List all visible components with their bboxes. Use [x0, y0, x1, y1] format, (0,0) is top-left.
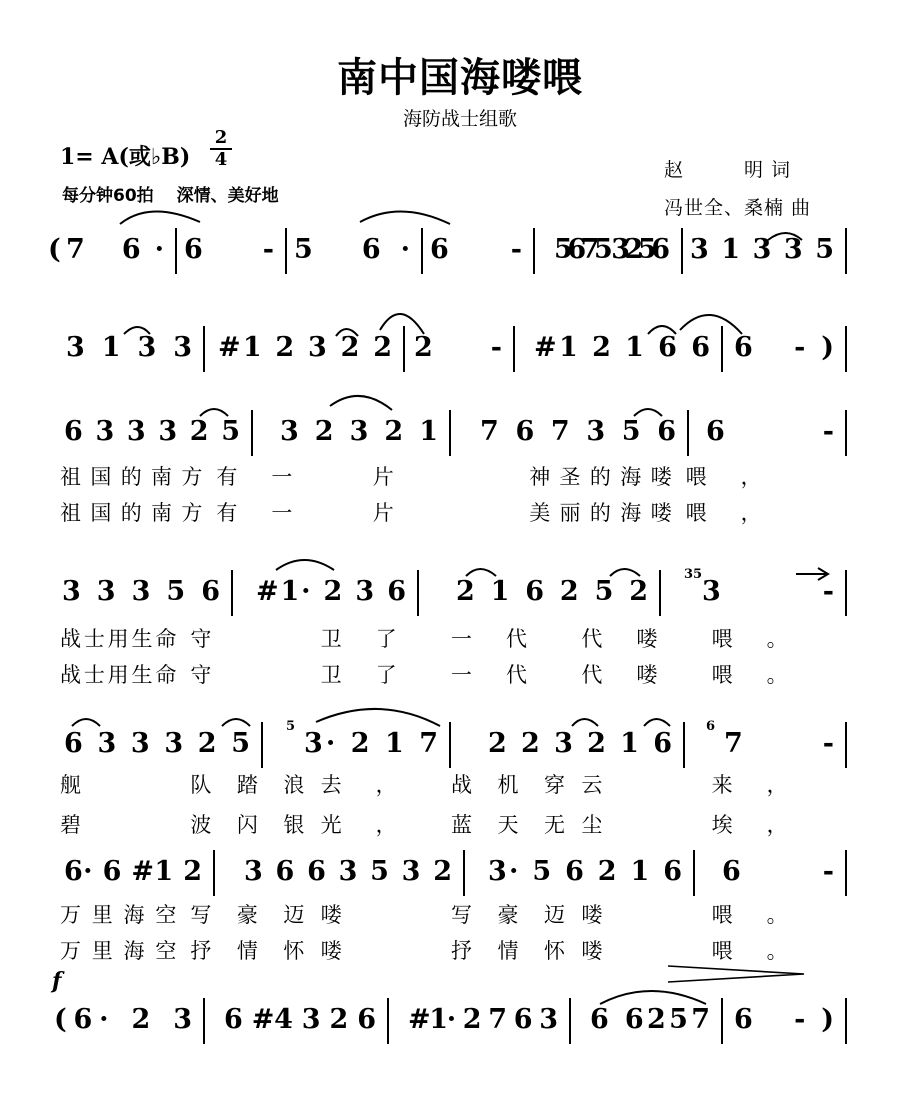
bar-notes: #1· 2 3 6 — [256, 576, 406, 607]
lyric-segment: 战士用生命 — [60, 663, 177, 687]
bar-notes: 7 - — [724, 728, 834, 759]
grace-note: 6 — [706, 719, 716, 734]
bar-notes: 6· 6 #1 2 — [64, 856, 202, 887]
slur — [72, 719, 100, 726]
bar-notes: 6 3 3 3 2 5 — [64, 728, 250, 759]
lyric-segment: 一代 — [451, 627, 527, 651]
bar-notes: 3 2 3 2 1 — [280, 416, 438, 447]
bar-notes: 6 -) — [734, 332, 834, 363]
composer-credit: 冯世全、桑楠 曲 — [664, 197, 812, 219]
lyric-segment: 卫了 — [320, 627, 397, 651]
slur — [200, 409, 228, 416]
lyric-segment: 卫了 — [320, 663, 397, 687]
slur — [572, 719, 598, 726]
slur — [380, 314, 424, 334]
lyric-segment: 有一 — [216, 465, 293, 489]
bar-notes: 6 - — [706, 416, 834, 447]
song-title: 南中国海喽喂 — [337, 55, 583, 101]
lyric-segment: 埃， — [711, 813, 788, 837]
lyric-segment: 守 — [190, 627, 212, 651]
decrescendo — [668, 966, 804, 982]
lyric-segment: 守 — [190, 663, 212, 687]
lyric-segment: 写豪迈 — [451, 903, 565, 927]
lyric-segment: 喂。 — [711, 939, 788, 963]
lyric-segment: 喂。 — [711, 903, 788, 927]
lyric-segment: 喂， — [685, 465, 762, 489]
key-signature: 1= A(或♭B) — [60, 144, 191, 170]
bar-notes: 3 - — [702, 576, 834, 607]
lyric-segment: 喽 — [320, 903, 342, 927]
bar-notes: (6· 2 3 — [54, 1004, 192, 1035]
bar-notes: 6 - — [722, 856, 834, 887]
lyric-segment: 万里海空 — [60, 939, 177, 963]
lyric-segment: 光， — [320, 813, 397, 837]
lyric-segment: 喂。 — [711, 663, 788, 687]
meter-top: 2 — [214, 127, 228, 148]
bar-notes: 5 6· — [294, 234, 410, 265]
lyricist-credit: 赵 明 词 — [664, 159, 792, 181]
slur — [644, 719, 670, 726]
bar-notes: 2 2 3 2 1 6 — [488, 728, 672, 759]
lyric-segment: 美丽的海喽 — [529, 501, 672, 525]
lyric-segment: 队踏浪 — [190, 773, 305, 797]
tempo-marking: 每分钟60拍 深情、美好地 — [62, 186, 279, 206]
bar-notes: 6 - — [184, 234, 274, 265]
bar-notes: 5675 3256 — [554, 234, 670, 265]
bar-notes: 3 3 3 5 6 — [62, 576, 220, 607]
slur — [600, 991, 706, 1004]
lyric-segment: 片 — [372, 501, 394, 525]
bar-notes: 2 1 6 2 5 2 — [456, 576, 648, 607]
lyric-segment: 去， — [320, 773, 397, 797]
bar-notes: 3 1 3 3 5 — [690, 234, 834, 265]
slur — [120, 211, 200, 224]
lyric-segment: 尘 — [581, 813, 603, 837]
slur — [316, 709, 440, 726]
lyric-segment: 代喽 — [581, 627, 658, 651]
lyric-segment: 有一 — [216, 501, 293, 525]
bar-notes: 3· 5 6 2 1 6 — [488, 856, 682, 887]
lyric-segment: 云 — [581, 773, 603, 797]
lyric-segment: 波闪银 — [190, 813, 305, 837]
lyric-segment: 神圣的海喽 — [529, 465, 672, 489]
bar-notes: 3· 2 1 7 — [304, 728, 438, 759]
lyric-segment: 喽 — [581, 939, 603, 963]
meter-bottom: 4 — [210, 148, 232, 170]
bar-notes: 6 -) — [734, 1004, 834, 1035]
bar-notes: #1 2 3 2 2 — [218, 332, 392, 363]
bar-notes: 3 6 6 3 5 3 2 — [244, 856, 452, 887]
bar-notes: #1 2 1 6 6 — [534, 332, 710, 363]
slur — [466, 569, 496, 576]
bar-notes: 7 6 7 3 5 6 — [480, 416, 676, 447]
lyric-segment: 喽 — [581, 903, 603, 927]
bar-notes: 6 6257 — [590, 1004, 710, 1035]
bar-notes: 6 #4 3 2 6 — [224, 1004, 376, 1035]
bar-notes: 7 6· — [66, 234, 164, 265]
lyric-segment: 蓝天无 — [451, 813, 565, 837]
song-subtitle: 海防战士组歌 — [402, 108, 517, 130]
lyric-segment: 战士用生命 — [60, 627, 177, 651]
bar-notes: 3 1 3 3 — [66, 332, 192, 363]
bar-notes: 6 3 3 3 2 5 — [64, 416, 240, 447]
slur — [222, 719, 250, 726]
lyric-segment: 祖国的南方 — [60, 465, 203, 489]
slur — [680, 315, 742, 334]
grace-note: 5 — [286, 719, 296, 734]
open-paren: ( — [48, 234, 61, 265]
bar-notes: 6 - — [430, 234, 522, 265]
lyric-segment: 碧 — [60, 813, 81, 837]
grace-note: 35 — [684, 567, 703, 582]
lyric-segment: 喂。 — [711, 627, 788, 651]
bar-notes: 2 - — [414, 332, 502, 363]
lyric-segment: 一代 — [451, 663, 527, 687]
slur — [634, 409, 662, 416]
slur — [330, 396, 392, 410]
slur — [360, 211, 450, 224]
lyric-segment: 喽 — [320, 939, 342, 963]
bar-notes: #1· 2 7 6 3 — [408, 1004, 558, 1035]
lyric-segment: 来， — [711, 773, 788, 797]
lyric-segment: 抒情怀 — [190, 939, 305, 963]
lyric-segment: 祖国的南方 — [60, 501, 203, 525]
lyric-segment: 抒情怀 — [451, 939, 565, 963]
lyric-segment: 万里海空 — [60, 903, 177, 927]
lyric-segment: 喂， — [685, 501, 762, 525]
lyric-segment: 片 — [372, 465, 394, 489]
lyric-segment: 写豪迈 — [190, 903, 305, 927]
slur — [610, 569, 640, 576]
slur — [276, 560, 334, 570]
lyric-segment: 舰 — [60, 773, 81, 797]
lyric-segment: 代喽 — [581, 663, 658, 687]
lyric-segment: 战机穿 — [451, 773, 565, 797]
dynamic-marking: f — [52, 968, 62, 994]
